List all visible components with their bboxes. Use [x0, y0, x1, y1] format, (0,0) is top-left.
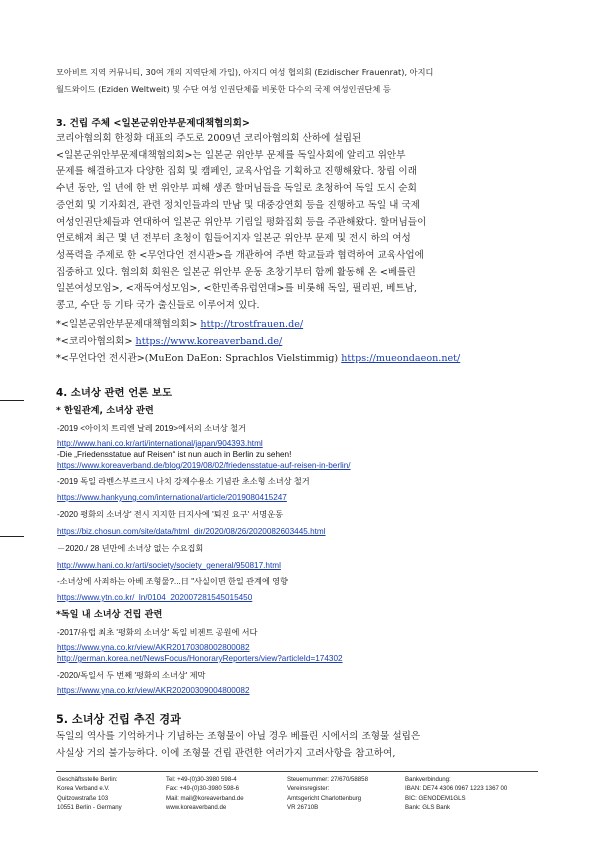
- footer-line: 10551 Berlin - Germany: [57, 804, 122, 812]
- body-line: 코리아협의회 한정화 대표의 주도로 2009년 코리아협의회 산하에 설립된: [56, 133, 362, 144]
- body-line: 사실상 거의 불가능하다. 이에 조형물 건립 관련한 여러가지 고려사항을 참고하여,: [56, 747, 396, 759]
- press-item-link[interactable]: http://german.korea.net/NewsFocus/HonoraryReporters/view?articleId=174302: [57, 654, 343, 663]
- koreaverband-link[interactable]: https://www.koreaverband.de/: [135, 336, 283, 347]
- press-item-link[interactable]: https://www.yna.co.kr/view/AKR20170308002800082: [57, 643, 250, 652]
- body-line: 콩고, 수단 등 기타 국가 출신들로 이루어져 있다.: [56, 300, 260, 312]
- intro-paragraph: [56, 64, 546, 98]
- intro-line: 월드와이드 (Eziden Weltweit) 및 수단 여성 인권단체를 비롯한 다수의 국제 여성인권단체 등: [56, 84, 391, 94]
- section3-body: [56, 131, 540, 315]
- footer-line: Bank: GLS Bank: [405, 804, 451, 812]
- link-line-mueondaeon: [56, 350, 460, 364]
- footer-line: Steuernummer: 27/670/58858: [287, 776, 368, 783]
- press-item-link[interactable]: https://www.ytn.co.kr/_ln/0104_202007281545015450: [57, 593, 253, 602]
- footer-line: BIC: GENODEM1GLS: [405, 794, 466, 802]
- footer-line: Korea Verband e.V.: [57, 785, 110, 793]
- footer-line: Fax: +49-(0)30-3980 598-6: [166, 785, 240, 793]
- footer-line: Tel: +49-(0)30-3980 598-4: [166, 776, 237, 783]
- footer-contact: [166, 775, 244, 813]
- footer-line: Quitzowstraße 103: [57, 794, 109, 802]
- press-item-link[interactable]: https://www.koreaverband.de/blog/2019/08/02/friedensstatue-auf-reisen-in-berlin/: [57, 461, 351, 470]
- footer-line: Amtsgericht Charlottenburg: [287, 794, 362, 802]
- trostfrauen-link[interactable]: http://trostfrauen.de/: [200, 319, 304, 330]
- footer-line[interactable]: www.koreaverband.de: [166, 804, 227, 812]
- body-line: 일본여성모임>, <재독여성모임>, <한민족유럽연대>를 비롯해 독일, 필리핀, 베트남,: [56, 283, 418, 295]
- footer-line: VR 26710B: [287, 804, 319, 812]
- footer-line: Geschäftsstelle Berlin:: [57, 776, 118, 783]
- link-line-koreaverband: [56, 333, 282, 347]
- press-item-title: -2020 평화의 소녀상' 전시 지지한 日지사에 '퇴진 요구' 서명운동: [57, 510, 284, 519]
- footer-bank: [405, 775, 507, 813]
- subsection-heading: * 한일관계, 소녀상 관련: [56, 405, 154, 416]
- press-item-title: -소녀상에 사죄하는 아베 조형물?...日 "사실이면 한일 관계에 영향: [57, 577, 288, 586]
- press-item-link[interactable]: https://www.hankyung.com/international/article/2019080415247: [57, 493, 287, 502]
- footer-line: IBAN: DE74 4306 0967 1223 1367 00: [405, 785, 508, 793]
- section5-heading: 5. 소녀상 건립 추진 경과: [56, 713, 181, 726]
- subsection-heading: *독일 내 소녀상 건립 관련: [56, 609, 163, 620]
- footer-line: Vereinsregister:: [287, 785, 330, 793]
- press-item-link[interactable]: https://www.yna.co.kr/view/AKR20200309004800082: [57, 686, 250, 695]
- body-line: <일본군위안부문제대책협의회>는 일본군 위안부 문제를 독일사회에 알리고 위안부: [56, 149, 406, 161]
- margin-mark: [0, 400, 24, 401]
- body-line: 집중하고 있다. 협의회 회원은 일본군 위안부 운동 초창기부터 함께 활동해 온 <베를린: [56, 266, 416, 278]
- body-line: 연로해져 최근 몇 년 전부터 초청이 힘들어지자 일본군 위안부 문제 및 전시 하의 여성: [56, 233, 411, 245]
- press-item-link[interactable]: http://www.hani.co.kr/arti/society/society_general/950817.html: [57, 561, 281, 570]
- section5-body: [56, 729, 540, 762]
- press-item-title: -2019 <아이치 트리엔 날레 2019>에서의 소녀상 철거: [57, 424, 246, 433]
- press-item-title: -2019 독일 라벤스부르크시 나치 강제수용소 기념관 초소형 소녀상 철거: [57, 477, 310, 486]
- body-line: 증언회 및 기자회견, 관련 정치인들과의 만남 및 대중강연회 등을 진행하고 독일 내 국제: [56, 199, 421, 211]
- body-line: 문제를 해결하고자 다양한 집회 및 캠페인, 교육사업을 기획하고 진행해왔다. 창립 이래: [56, 166, 417, 178]
- body-line: 독일의 역사를 기억하거나 기념하는 조형물이 아닐 경우 베를린 시에서의 조형물 설립은: [56, 731, 421, 742]
- footer-line: Bankverbindung:: [405, 776, 451, 783]
- press-item-link[interactable]: http://www.hani.co.kr/arti/international/japan/904393.html: [57, 439, 263, 448]
- link-label: *<코리아협의회>: [56, 336, 136, 347]
- press-item-link[interactable]: https://biz.chosun.com/site/data/html_dir/2020/08/26/2020082603445.html: [57, 527, 326, 536]
- section3-heading: 3. 건립 주체 <일본군위안부문제대책협의회>: [56, 118, 250, 129]
- press-item-title: -Die „Friedensstatue auf Reisen“ ist nun auch in Berlin zu sehen!: [57, 450, 292, 459]
- footer-registry: [287, 775, 368, 813]
- footer-office: [57, 775, 122, 813]
- body-line: 여성인권단체들과 연대하여 일본군 위안부 기림일 평화집회 등을 주관해왔다. 할머님들이: [56, 216, 427, 228]
- press-item-title: －2020./ 28 년만에 소녀상 없는 수요집회: [57, 544, 204, 553]
- press-item-title: -2017/유럽 최초 '평화의 소녀상' 독일 비젠트 공원에 서다: [57, 628, 258, 637]
- mueondaeon-link[interactable]: https://mueondaeon.net/: [341, 353, 461, 364]
- footer-divider: [56, 771, 538, 772]
- link-label: *<무언다언 전시관>(MuEon DaEon: Sprachlos Vielstimmig): [56, 353, 342, 364]
- footer-line[interactable]: Mail: mail@koreaverband.de: [166, 794, 244, 802]
- press-item-title: -2020/독일서 두 번째 '평화의 소녀상' 제막: [57, 671, 206, 680]
- body-line: 성폭력을 주제로 한 <무언다언 전시관>을 개관하여 주변 학교들과 협력하여 교육사업에: [56, 249, 424, 261]
- link-label: *<일본군위안부문제대책협의회>: [56, 319, 201, 330]
- intro-line: 모아비트 지역 커뮤니티, 30여 개의 지역단체 가입), 아지디 여성 협의회 (Ezidischer Frauenrat), 아지디: [56, 67, 434, 77]
- link-line-trostfrauen: [56, 316, 303, 330]
- margin-mark: [0, 536, 24, 537]
- body-line: 수년 동안, 일 년에 한 번 위안부 피해 생존 할머님들을 독일로 초청하여 독일 도시 순회: [56, 183, 417, 195]
- section4-heading: 4. 소녀상 관련 언론 보도: [56, 387, 172, 399]
